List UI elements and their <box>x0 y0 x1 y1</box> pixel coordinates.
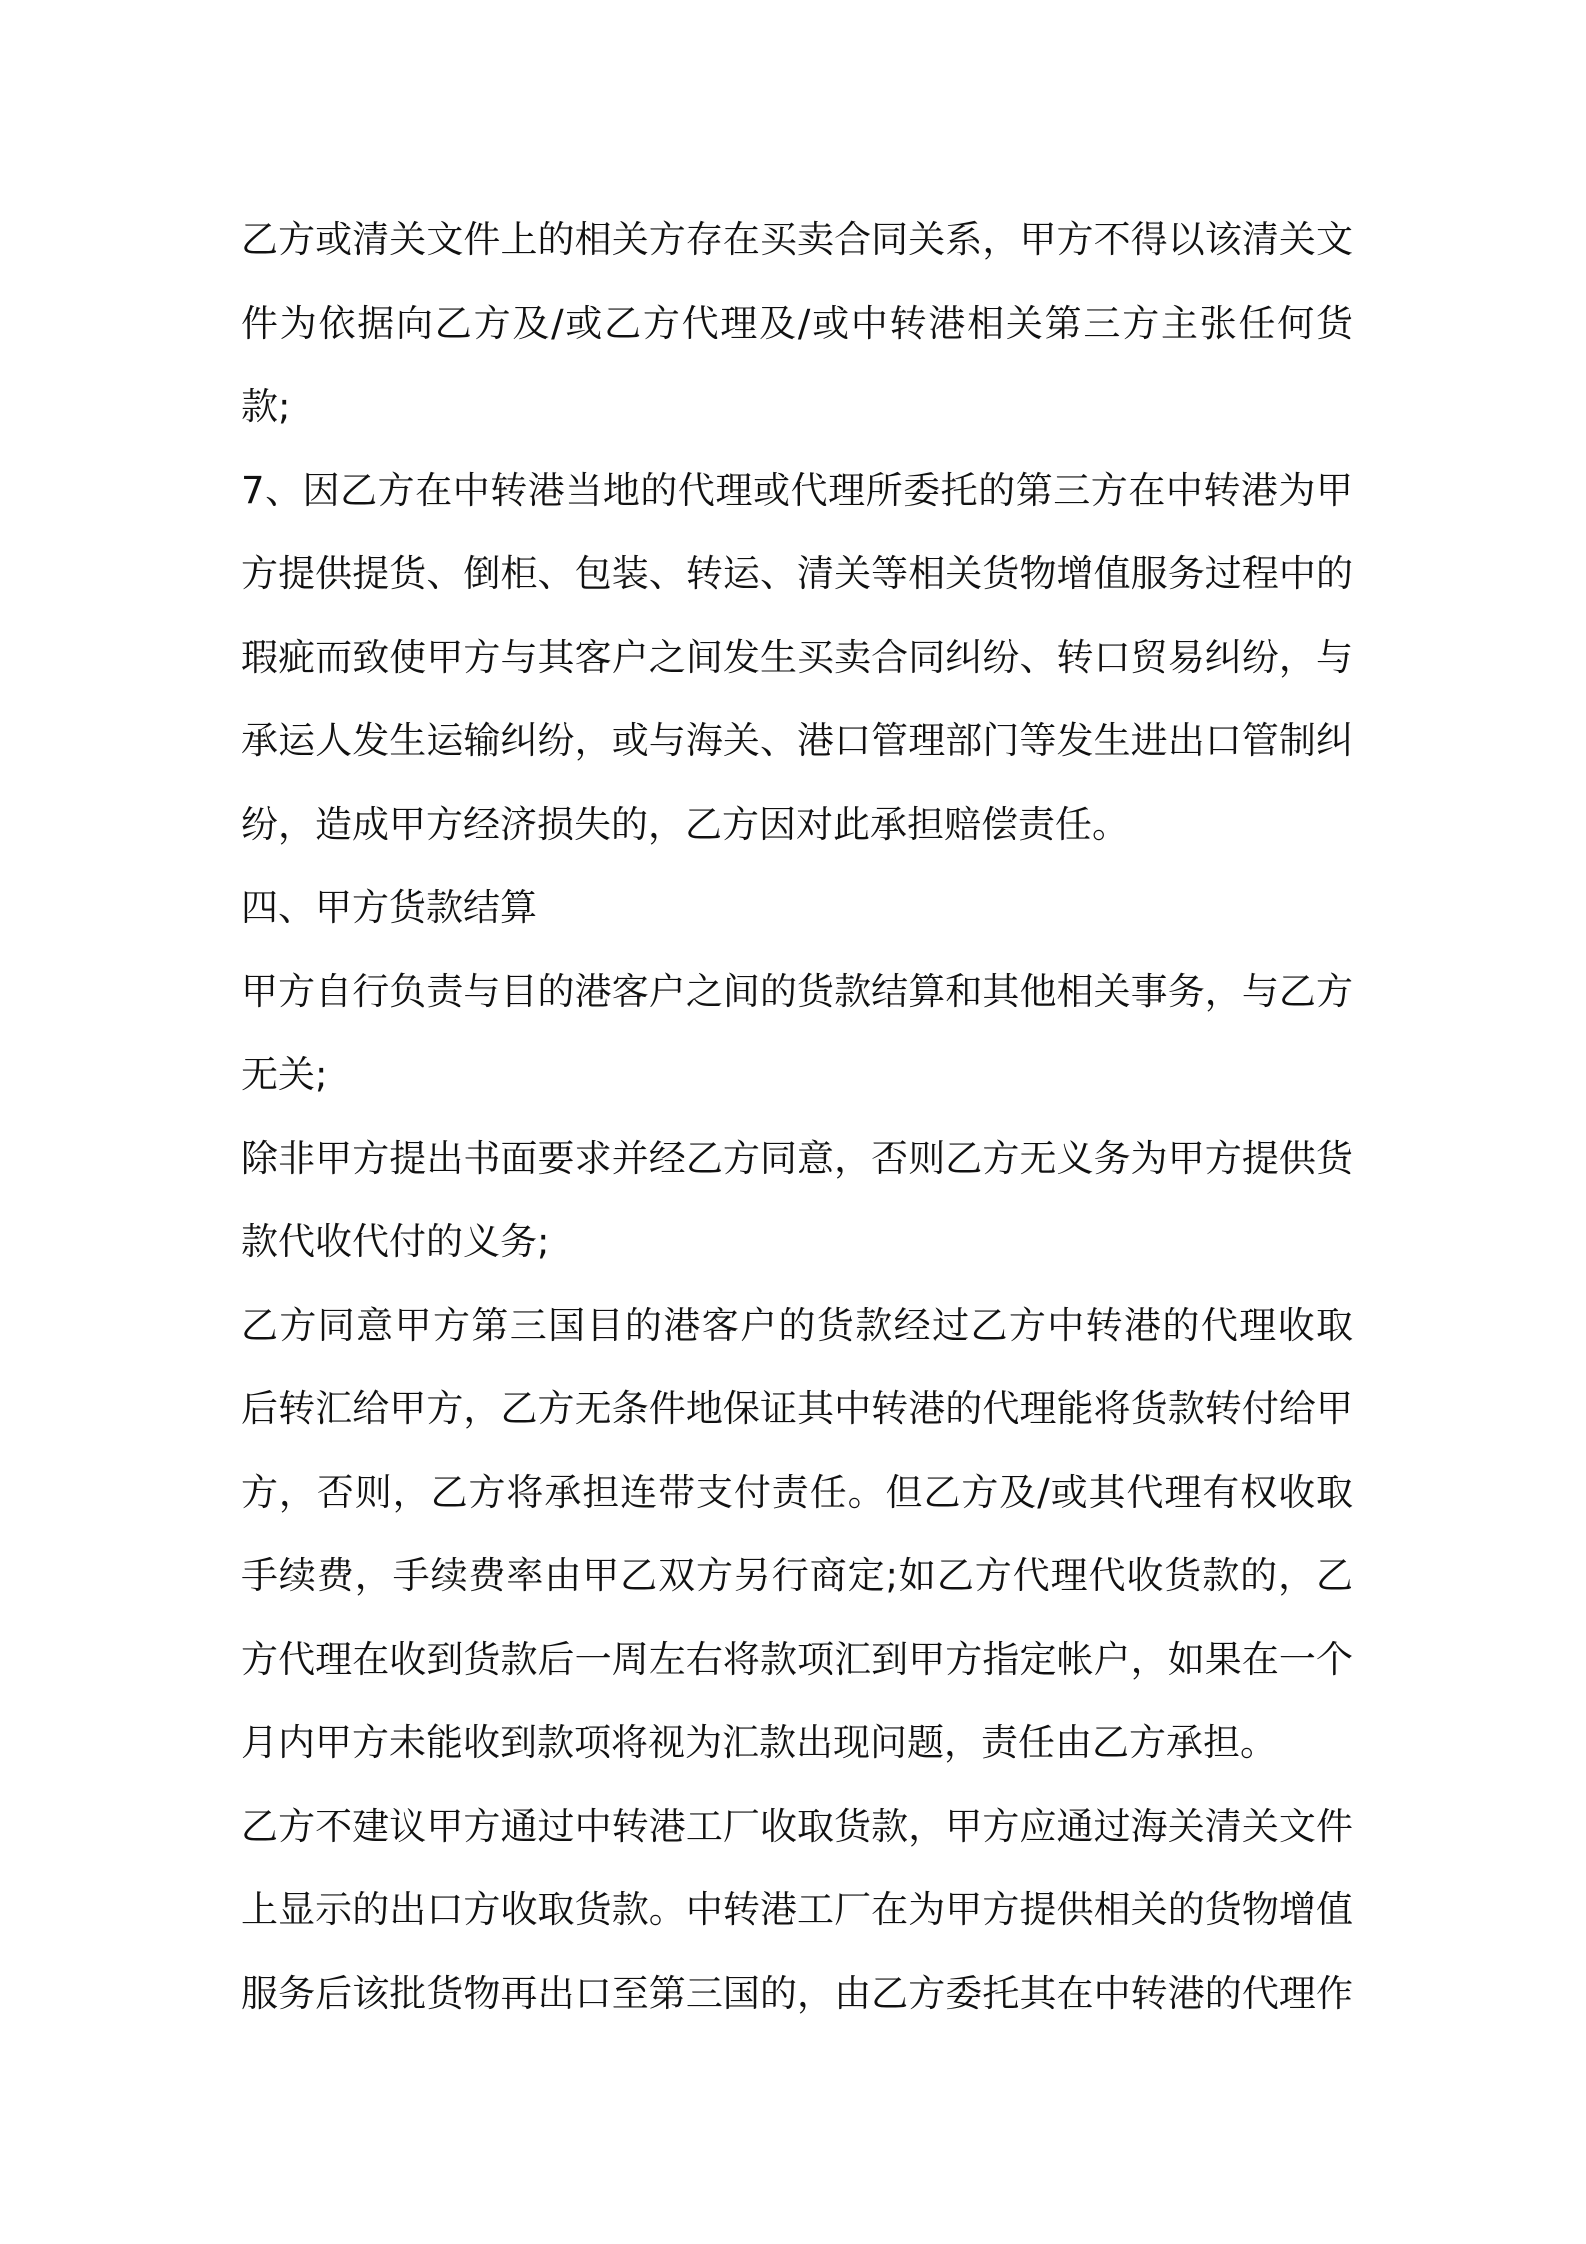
text-line: 7、因乙方在中转港当地的代理或代理所委托的第三方在中转港为甲 <box>241 468 1353 512</box>
text-line: 款; <box>241 385 291 428</box>
text-line: 除非甲方提出书面要求并经乙方同意，否则乙方无义务为甲方提供货 <box>241 1136 1353 1180</box>
text-line: 方代理在收到货款后一周左右将款项汇到甲方指定帐户，如果在一个 <box>241 1637 1353 1681</box>
text-line: 瑕疵而致使甲方与其客户之间发生买卖合同纠纷、转口贸易纠纷，与 <box>241 635 1353 679</box>
text-line: 承运人发生运输纠纷，或与海关、港口管理部门等发生进出口管制纠 <box>241 719 1353 762</box>
text-line: 乙方不建议甲方通过中转港工厂收取货款，甲方应通过海关清关文件 <box>241 1804 1353 1848</box>
text-line: 乙方同意甲方第三国目的港客户的货款经过乙方中转港的代理收取 <box>241 1303 1353 1347</box>
text-line: 手续费，手续费率由甲乙双方另行商定;如乙方代理代收货款的，乙 <box>241 1554 1353 1597</box>
document-page <box>241 198 1353 2035</box>
text-line: 乙方或清关文件上的相关方存在买卖合同关系，甲方不得以该清关文 <box>241 218 1353 261</box>
text-line: 无关; <box>241 1053 328 1096</box>
text-line: 纷，造成甲方经济损失的，乙方因对此承担赔偿责任。 <box>241 802 1129 846</box>
section-heading: 四、甲方货款结算 <box>241 886 537 929</box>
text-line: 方提供提货、倒柜、包装、转运、清关等相关货物增值服务过程中的 <box>241 552 1353 595</box>
text-line: 甲方自行负责与目的港客户之间的货款结算和其他相关事务，与乙方 <box>241 969 1353 1013</box>
text-line: 方，否则，乙方将承担连带支付责任。但乙方及/或其代理有权收取 <box>241 1470 1353 1514</box>
text-line: 款代收代付的义务; <box>241 1220 550 1263</box>
text-line: 月内甲方未能收到款项将视为汇款出现问题，责任由乙方承担。 <box>241 1721 1277 1764</box>
text-line: 上显示的出口方收取货款。中转港工厂在为甲方提供相关的货物增值 <box>241 1888 1353 1931</box>
text-line: 后转汇给甲方，乙方无条件地保证其中转港的代理能将货款转付给甲 <box>241 1387 1353 1430</box>
text-line: 件为依据向乙方及/或乙方代理及/或中转港相关第三方主张任何货 <box>241 301 1353 345</box>
text-line: 服务后该批货物再出口至第三国的，由乙方委托其在中转港的代理作 <box>241 1971 1353 2015</box>
